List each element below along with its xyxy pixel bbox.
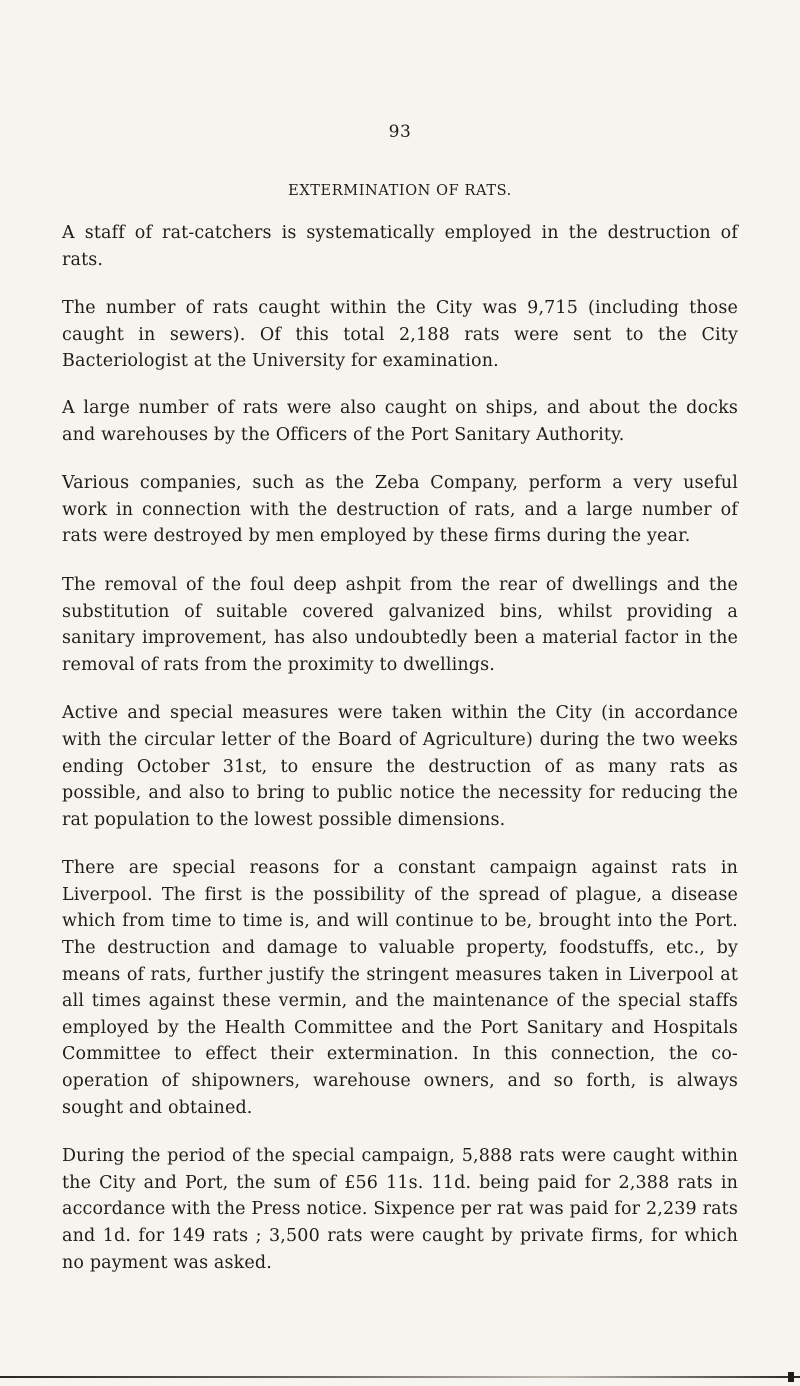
paragraph: A staff of rat-catchers is systematically employed in the destruction of rats. (62, 223, 738, 270)
paragraph: The number of rats caught within the City was 9,715 (including those caught in sewers). Of this total 2,188 rats were sent to the City Bacteriologist at the University for examination. (62, 298, 738, 372)
paragraph: The removal of the foul deep ashpit from the rear of dwellings and the substitution of suitable covered galvanized bins, whilst providing a sanitary improvement, has also undoubtedly been a material factor in the removal of rats from the proximity to dwellings. (62, 574, 738, 675)
paragraph: Various companies, such as the Zeba Company, perform a very useful work in connection with the destruction of rats, and a large number of rats were destroyed by men employed by these firms during the year. (62, 473, 738, 547)
body-text (62, 220, 738, 1298)
paragraph: During the period of the special campaign, 5,888 rats were caught within the City and Port, the sum of £56 11s. 11d. being paid for 2,388 rats in accordance with the Press notice. Sixpence per rat was paid for 2,239 rats and 1d. for 149 rats ; 3,500 rats were caught by private firms, for which no payment was asked. (62, 1146, 738, 1273)
paragraph: A large number of rats were also caught on ships, and about the docks and warehouses by the Officers of the Port Sanitary Authority. (62, 397, 738, 445)
section-title: EXTERMINATION OF RATS. (288, 183, 512, 199)
page-number: 93 (388, 122, 412, 142)
page-corner-mark (788, 1372, 794, 1382)
paragraph: Active and special measures were taken within the City (in accordance with the circular letter of the Board of Agriculture) during the two weeks ending October 31st, to ensure the destruction of as many rats as possible, and also to bring to public notice the necessity for reducing the rat population to the lowest possible dimensions. (62, 703, 738, 830)
paragraph: There are special reasons for a constant campaign against rats in Liverpool. The first is the possibility of the spread of plague, a disease which from time to time is, and will continue to be, brought into the Port. The destruction and damage to valuable property, foodstuffs, etc., by means of rats, further justify the stringent measures taken in Liverpool at all times against these vermin, and the maintenance of the special staffs employed by the Health Committee and the Port Sanitary and Hospitals Committee to effect their extermination. In this connection, the co-operation of shipowners, warehouse owners, and so forth, is always sought and obtained. (62, 858, 738, 1118)
page-bottom-edge (0, 1376, 800, 1378)
